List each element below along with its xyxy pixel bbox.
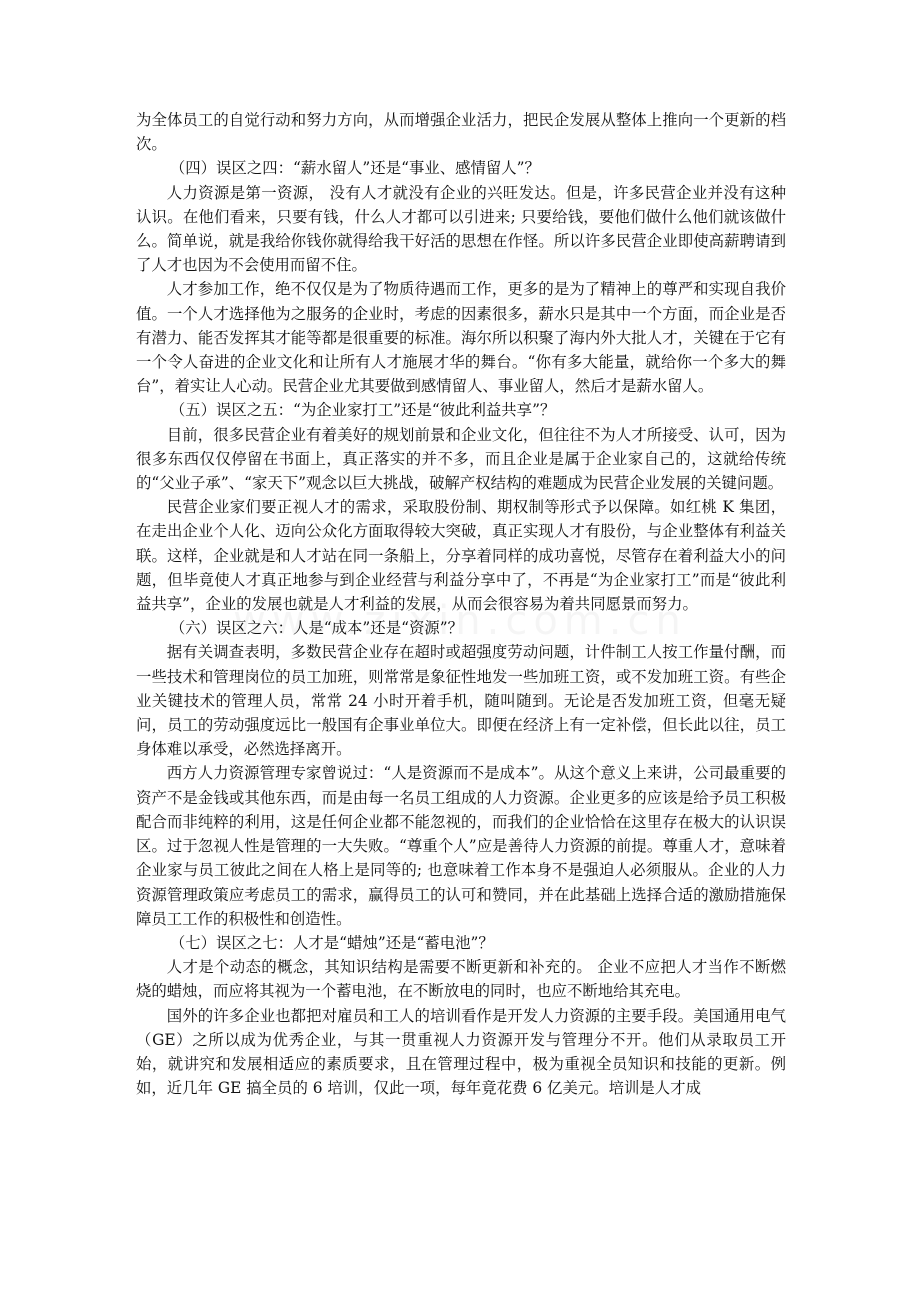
paragraph-continuation: 为全体员工的自觉行动和努力方向，从而增强企业活力，把民企发展从整体上推向一个更新的档次。 (136, 111, 786, 154)
section-heading-5: （五）误区之五：“为企业家打工”还是“彼此利益共享”？ (169, 401, 556, 420)
document-body (136, 108, 786, 1100)
body-paragraph: 目前，很多民营企业有着美好的规划前景和企业文化，但往往不为人才所接受、认可，因为很多东西仅仅停留在书面上，真正落实的并不多，而且企业是属于企业家自己的，这就给传统的“父业子承”、“家天下”观念以巨大挑战，破解产权结构的难题成为民营企业发展的关键问题。 (136, 425, 786, 493)
body-paragraph: 西方人力资源管理专家曾说过：“人是资源而不是成本”。从这个意义上来讲，公司最重要的资产不是金钱或其他东西，而是由每一名员工组成的人力资源。企业更多的应该是给予员工积极配合而非纯粹的利用，这是任何企业都不能忽视的，而我们的企业恰恰在这里存在极大的认识误区。过于忽视人性是管理的一大失败。“尊重个人”应是善待人力资源的前提。尊重人才，意味着企业家与员工彼此之间在人格上是同等的; 也意味着工作本身不是强迫人必须服从。企业的人力资源管理政策应考虑员工的需求，赢得员工的认可和赞同，并在此基础上选择合适的激励措施保障员工工作的积极性和创造性。 (136, 764, 786, 928)
body-paragraph: 人才是个动态的概念，其知识结构是需要不断更新和补充的。 企业不应把人才当作不断燃烧的蜡烛，而应将其视为一个蓄电池，在不断放电的同时，也应不断地给其充电。 (136, 958, 786, 1001)
section-heading-4: （四）误区之四：“薪水留人”还是“事业、感情留人”？ (169, 159, 540, 178)
section-heading-6: （六）误区之六：人是“成本”还是“资源”？ (169, 619, 463, 638)
body-paragraph: 人力资源是第一资源， 没有人才就没有企业的兴旺发达。但是，许多民营企业并没有这种认识。在他们看来，只要有钱，什么人才都可以引进来; 只要给钱，要他们做什么他们就该做什么。简单说，就是我给你钱你就得给我干好活的思想在作怪。所以许多民营企业即使高薪聘请到了人才也因为不会使用而留不住。 (136, 183, 786, 275)
body-paragraph: 国外的许多企业也都把对雇员和工人的培训看作是开发人力资源的主要手段。美国通用电气（GE）之所以成为优秀企业，与其一贯重视人力资源开发与管理分不开。他们从录取员工开始，就讲究和发展相适应的素质要求，且在管理过程中，极为重视全员知识和技能的更新。例如，近几年 GE 搞全员的 6 培训，仅此一项，每年竟花费 6 亿美元。培训是人才成 (136, 1006, 786, 1098)
body-paragraph: 民营企业家们要正视人才的需求，采取股份制、期权制等形式予以保障。如红桃 K 集团，在走出企业个人化、迈向公众化方面取得较大突破，真正实现人才有股份，与企业整体有利益关联。这样，企业就是和人才站在同一条船上，分享着同样的成功喜悦，尽管存在着利益大小的问题，但毕竟使人才真正地参与到企业经营与利益分享中了，不再是“为企业家打工”而是“彼此利益共享”，企业的发展也就是人才利益的发展，从而会很容易为着共同愿景而努力。 (136, 498, 786, 614)
body-paragraph: 据有关调查表明，多数民营企业存在超时或超强度劳动问题，计件制工人按工作量付酬，而一些技术和管理岗位的员工加班，则常常是象征性地发一些加班工资，或不发加班工资。有些企业关键技术的管理人员，常常 24 小时开着手机，随叫随到。无论是否发加班工资，但毫无疑问，员工的劳动强度远比一般国有企事业单位大。即便在经济上有一定补偿，但长此以往，员工身体难以承受，必然选择离开。 (136, 643, 786, 759)
body-paragraph: 人才参加工作，绝不仅仅是为了物质待遇而工作，更多的是为了精神上的尊严和实现自我价值。一个人才选择他为之服务的企业时，考虑的因素很多，薪水只是其中一个方面，而企业是否有潜力、能否发挥其才能等都是很重要的标准。海尔所以积聚了海内外大批人才，关键在于它有一个令人奋进的企业文化和让所有人才施展才华的舞台。“你有多大能量，就给你一个多大的舞台”，着实让人心动。民营企业尤其要做到感情留人、事业留人，然后才是薪水留人。 (136, 280, 786, 396)
section-heading-7: （七）误区之七：人才是“蜡烛”还是“蓄电池”？ (169, 933, 494, 952)
